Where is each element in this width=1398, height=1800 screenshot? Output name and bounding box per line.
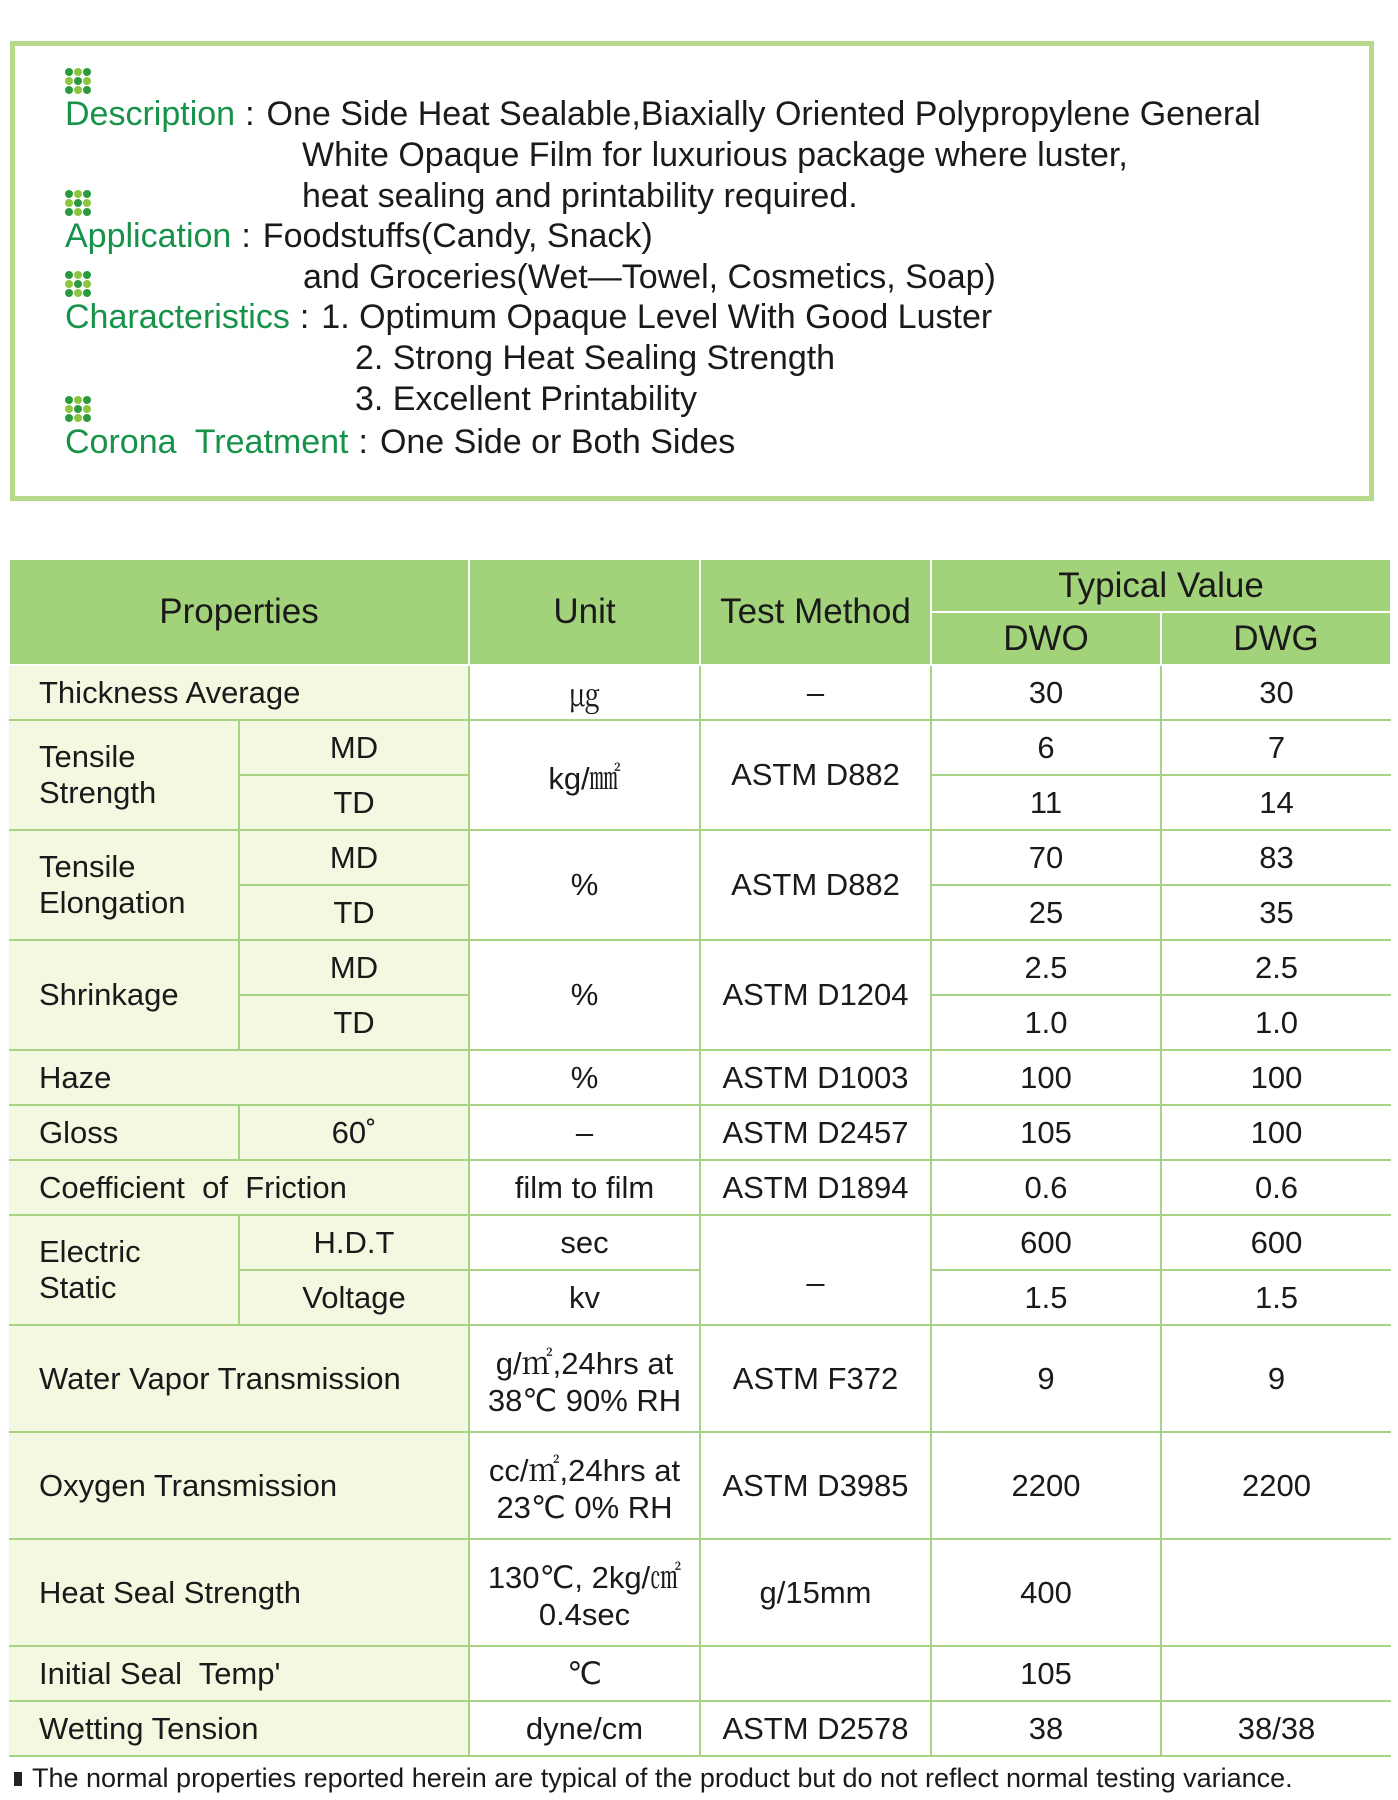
description-line-1: One Side Heat Sealable,Biaxially Oriented Polypropylene General xyxy=(266,95,1261,133)
method-cell: ASTM D2578 xyxy=(700,1701,931,1756)
dwo-cell: 25 xyxy=(931,885,1161,940)
unit-line: 130℃, 2kg/㎠ xyxy=(487,1560,682,1595)
unit-cell xyxy=(469,1432,700,1539)
description-line-2: White Opaque Film for luxurious package where luster, xyxy=(302,136,1128,174)
bullet-icon xyxy=(65,68,91,94)
corona-value: One Side or Both Sides xyxy=(379,423,736,461)
dwo-cell: 1.0 xyxy=(931,995,1161,1050)
method-cell: ASTM D3985 xyxy=(700,1432,931,1539)
characteristics-label: Characteristics xyxy=(65,298,290,336)
application-line-2: and Groceries(Wet—Towel, Cosmetics, Soap) xyxy=(303,258,996,296)
property-name: Haze xyxy=(9,1050,469,1105)
unit-line: 0.4sec xyxy=(538,1597,631,1632)
method-cell: ASTM D882 xyxy=(700,720,931,830)
dwg-cell: 100 xyxy=(1161,1050,1391,1105)
footer-note-text: The normal properties reported herein are typical of the product but do not reflect normal testing variance. xyxy=(32,1763,1293,1793)
unit-line: 38℃ 90% RH xyxy=(487,1383,682,1418)
unit-cell: – xyxy=(469,1105,700,1160)
colon: : xyxy=(241,217,251,255)
table-row xyxy=(9,940,1391,995)
method-cell xyxy=(700,1646,931,1701)
dwo-cell: 105 xyxy=(931,1105,1161,1160)
unit-cell: ㎍ xyxy=(469,665,700,720)
characteristics-item-2: 2. Strong Heat Sealing Strength xyxy=(355,339,836,377)
method-cell: – xyxy=(700,665,931,720)
unit-line: 23℃ 0% RH xyxy=(496,1490,673,1525)
method-cell: ASTM D1003 xyxy=(700,1050,931,1105)
table-row xyxy=(9,1215,1391,1270)
method-cell: ASTM D882 xyxy=(700,830,931,940)
table-row xyxy=(9,1646,1391,1701)
unit-cell: film to film xyxy=(469,1160,700,1215)
characteristics-item-3: 3. Excellent Printability xyxy=(355,380,698,418)
unit-cell: sec xyxy=(469,1215,700,1270)
sub-property: MD xyxy=(239,830,469,885)
property-name: Thickness Average xyxy=(9,665,469,720)
table-row xyxy=(9,1325,1391,1432)
dwo-cell: 100 xyxy=(931,1050,1161,1105)
method-cell: ASTM F372 xyxy=(700,1325,931,1432)
dwg-cell: 100 xyxy=(1161,1105,1391,1160)
table-row xyxy=(9,720,1391,775)
method-cell: _ xyxy=(700,1215,931,1325)
unit-cell: % xyxy=(469,1050,700,1105)
property-name-line: Static xyxy=(39,1270,117,1305)
table-row xyxy=(9,1432,1391,1539)
square-bullet-icon xyxy=(14,1772,22,1786)
property-name: Water Vapor Transmission xyxy=(9,1325,469,1432)
property-name: Initial Seal Temp' xyxy=(9,1646,469,1701)
dwg-cell: 14 xyxy=(1161,775,1391,830)
table-row xyxy=(9,830,1391,885)
table-row xyxy=(9,1160,1391,1215)
unit-cell: ℃ xyxy=(469,1646,700,1701)
header-dwo: DWO xyxy=(931,612,1161,665)
properties-table-wrapper xyxy=(8,558,1390,1757)
sub-property: TD xyxy=(239,885,469,940)
dwo-cell: 38 xyxy=(931,1701,1161,1756)
colon: : xyxy=(299,298,310,336)
unit-cell xyxy=(469,1539,700,1646)
property-name: Wetting Tension xyxy=(9,1701,469,1756)
unit-cell: % xyxy=(469,940,700,1050)
properties-table xyxy=(8,558,1392,1757)
header-dwg: DWG xyxy=(1161,612,1391,665)
application-line-1: Foodstuffs(Candy, Snack) xyxy=(262,217,653,255)
dwg-cell: 35 xyxy=(1161,885,1391,940)
property-name: Oxygen Transmission xyxy=(9,1432,469,1539)
dwg-cell: 2200 xyxy=(1161,1432,1391,1539)
unit-cell: kg/㎟ xyxy=(469,720,700,830)
dwg-cell: 1.5 xyxy=(1161,1270,1391,1325)
dwo-cell: 400 xyxy=(931,1539,1161,1646)
dwg-cell xyxy=(1161,1539,1391,1646)
description-label: Description xyxy=(65,95,236,133)
sub-property: 60˚ xyxy=(239,1105,469,1160)
property-name: Heat Seal Strength xyxy=(9,1539,469,1646)
unit-cell: kv xyxy=(469,1270,700,1325)
unit-line: g/㎡,24hrs at xyxy=(495,1346,674,1381)
dwo-cell: 105 xyxy=(931,1646,1161,1701)
property-name: Coefficient of Friction xyxy=(9,1160,469,1215)
dwo-cell: 600 xyxy=(931,1215,1161,1270)
dwg-cell: 30 xyxy=(1161,665,1391,720)
dwg-cell: 83 xyxy=(1161,830,1391,885)
dwg-cell: 0.6 xyxy=(1161,1160,1391,1215)
bullet-icon xyxy=(65,190,91,216)
dwo-cell: 1.5 xyxy=(931,1270,1161,1325)
sub-property: Voltage xyxy=(239,1270,469,1325)
property-name: Tensile Elongation xyxy=(9,830,239,940)
dwg-cell: 1.0 xyxy=(1161,995,1391,1050)
corona-section xyxy=(65,396,735,463)
bullet-icon xyxy=(65,271,91,297)
method-cell: ASTM D2457 xyxy=(700,1105,931,1160)
unit-cell xyxy=(469,1325,700,1432)
dwo-cell: 70 xyxy=(931,830,1161,885)
property-name: Gloss xyxy=(9,1105,239,1160)
dwg-cell xyxy=(1161,1646,1391,1701)
header-unit: Unit xyxy=(469,559,700,665)
characteristics-item-1: 1. Optimum Opaque Level With Good Luster xyxy=(321,298,993,336)
sub-property: H.D.T xyxy=(239,1215,469,1270)
table-row xyxy=(9,665,1391,720)
dwo-cell: 2.5 xyxy=(931,940,1161,995)
header-test-method: Test Method xyxy=(700,559,931,665)
dwo-cell: 6 xyxy=(931,720,1161,775)
table-row xyxy=(9,1539,1391,1646)
footer-note xyxy=(14,1763,1293,1794)
sub-property: MD xyxy=(239,720,469,775)
property-name: Shrinkage xyxy=(9,940,239,1050)
table-row xyxy=(9,1701,1391,1756)
unit-cell: % xyxy=(469,830,700,940)
dwo-cell: 0.6 xyxy=(931,1160,1161,1215)
dwg-cell: 7 xyxy=(1161,720,1391,775)
dwo-cell: 30 xyxy=(931,665,1161,720)
bullet-icon xyxy=(65,396,91,422)
table-row xyxy=(9,1105,1391,1160)
header-typical-value: Typical Value xyxy=(931,559,1391,612)
table-row xyxy=(9,1050,1391,1105)
description-line-3: heat sealing and printability required. xyxy=(302,177,858,215)
dwg-cell: 38/38 xyxy=(1161,1701,1391,1756)
dwg-cell: 2.5 xyxy=(1161,940,1391,995)
dwo-cell: 9 xyxy=(931,1325,1161,1432)
dwo-cell: 2200 xyxy=(931,1432,1161,1539)
colon: : xyxy=(358,423,368,461)
property-name xyxy=(9,1215,239,1325)
property-name-line: Electric xyxy=(39,1234,141,1269)
method-cell: ASTM D1894 xyxy=(700,1160,931,1215)
colon: : xyxy=(245,95,255,133)
unit-cell: dyne/cm xyxy=(469,1701,700,1756)
header-properties: Properties xyxy=(9,559,469,665)
sub-property: TD xyxy=(239,775,469,830)
product-info-box xyxy=(10,41,1374,501)
dwo-cell: 11 xyxy=(931,775,1161,830)
dwg-cell: 600 xyxy=(1161,1215,1391,1270)
corona-label: Corona Treatment xyxy=(65,423,349,461)
method-cell: g/15mm xyxy=(700,1539,931,1646)
dwg-cell: 9 xyxy=(1161,1325,1391,1432)
application-label: Application xyxy=(65,217,232,255)
property-name: Tensile Strength xyxy=(9,720,239,830)
sub-property: MD xyxy=(239,940,469,995)
unit-line: cc/㎡,24hrs at xyxy=(488,1453,681,1488)
method-cell: ASTM D1204 xyxy=(700,940,931,1050)
sub-property: TD xyxy=(239,995,469,1050)
